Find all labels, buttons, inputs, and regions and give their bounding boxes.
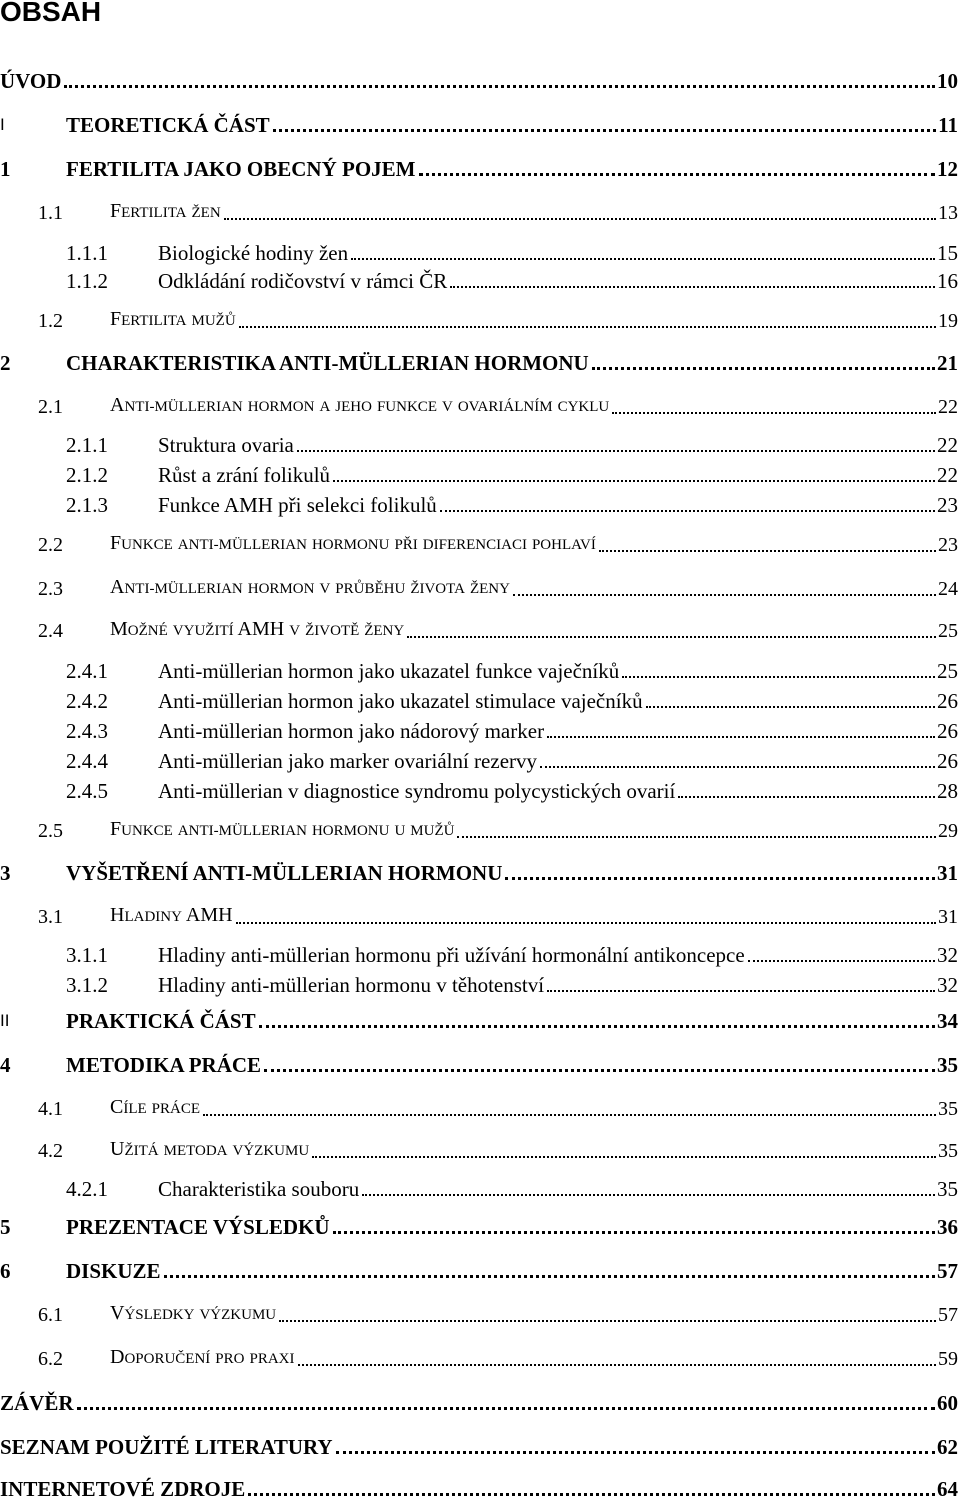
toc-number: 3 — [0, 861, 11, 885]
toc-title: Biologické hodiny žen — [158, 241, 349, 265]
dot-leader — [505, 877, 935, 880]
toc-page-number: 15 — [937, 241, 958, 265]
toc-entry[interactable] — [0, 858, 958, 888]
toc-page-number: 35 — [937, 1177, 958, 1201]
toc-page-number: 31 — [938, 906, 958, 928]
dot-leader — [457, 836, 936, 838]
toc-number: 4 — [0, 1053, 11, 1077]
dot-leader — [599, 550, 936, 552]
dot-leader — [297, 450, 935, 452]
toc-entry[interactable] — [0, 530, 958, 560]
toc-title: Hladiny anti-müllerian hormonu v těhotenství — [158, 973, 545, 997]
toc-page-number: 35 — [938, 1140, 958, 1162]
toc-number: 1.1.1 — [66, 241, 108, 265]
toc-entry[interactable] — [0, 1432, 958, 1462]
toc-page-number: 57 — [938, 1304, 958, 1326]
toc-title: MOŽNÉ VYUŽITÍ AMH V ŽIVOTĚ ŽENY — [110, 618, 405, 640]
toc-entry[interactable] — [0, 1136, 958, 1166]
toc-number: 3.1.1 — [66, 943, 108, 967]
toc-number: I — [0, 115, 5, 134]
toc-entry[interactable] — [0, 746, 958, 776]
toc-page-number: 22 — [938, 396, 958, 418]
toc-page-number: 35 — [938, 1098, 958, 1120]
dot-leader — [547, 990, 935, 992]
toc-title: Struktura ovaria — [158, 433, 294, 457]
dot-leader — [239, 326, 936, 328]
toc-title: Anti-müllerian hormon jako ukazatel stimulace vaječníků — [158, 689, 643, 713]
toc-page-number: 26 — [937, 749, 958, 773]
toc-entry[interactable] — [0, 776, 958, 806]
toc-page-number: 26 — [937, 719, 958, 743]
toc-entry[interactable] — [0, 348, 958, 378]
dot-leader — [351, 258, 935, 260]
toc-title: ANTI-MÜLLERIAN HORMON V PRŮBĚHU ŽIVOTA ŽENY — [110, 576, 510, 598]
toc-entry[interactable] — [0, 1474, 958, 1504]
toc-title: Anti-müllerian hormon jako ukazatel funkce vaječníků — [158, 659, 620, 683]
toc-title: INTERNETOVÉ ZDROJE — [0, 1477, 246, 1501]
toc-title: FERTILITA JAKO OBECNÝ POJEM — [66, 157, 416, 181]
toc-number: 2 — [0, 351, 11, 375]
toc-number: 5 — [0, 1215, 11, 1239]
toc-entry[interactable] — [0, 238, 958, 268]
toc-entry[interactable] — [0, 902, 958, 932]
dot-leader — [203, 1114, 936, 1116]
toc-number: 2.1.1 — [66, 433, 108, 457]
toc-page-number: 22 — [937, 433, 958, 457]
toc-page-number: 57 — [937, 1259, 958, 1283]
dot-leader — [298, 1364, 937, 1366]
dot-leader — [513, 594, 936, 596]
toc-page-number: 34 — [937, 1009, 958, 1033]
dot-leader — [592, 367, 935, 370]
toc-page-number: 31 — [937, 861, 958, 885]
toc-number: 2.4.2 — [66, 689, 108, 713]
dot-leader — [248, 1493, 935, 1496]
dot-leader — [333, 480, 935, 482]
dot-leader — [336, 1451, 935, 1454]
toc-number: II — [0, 1011, 10, 1030]
toc-title: TEORETICKÁ ČÁST — [66, 113, 270, 137]
toc-title: Anti-müllerian v diagnostice syndromu polycystických ovarií — [158, 779, 676, 803]
toc-number: 1.2 — [38, 310, 63, 332]
toc-number: 2.4.4 — [66, 749, 108, 773]
toc-title: VYŠETŘENÍ ANTI-MÜLLERIAN HORMONU — [66, 861, 503, 885]
toc-entry[interactable] — [0, 616, 958, 646]
toc-entry[interactable] — [0, 1050, 958, 1080]
toc-entry[interactable] — [0, 1174, 958, 1204]
dot-leader — [440, 510, 935, 512]
toc-title: Odkládání rodičovství v rámci ČR — [158, 269, 448, 293]
toc-entry[interactable] — [0, 1388, 958, 1418]
toc-title: DISKUZE — [66, 1259, 161, 1283]
toc-title: CÍLE PRÁCE — [110, 1096, 201, 1118]
toc-page-number: 25 — [937, 659, 958, 683]
toc-entry[interactable] — [0, 490, 958, 520]
toc-title: Růst a zrání folikulů — [158, 463, 331, 487]
toc-number: 2.2 — [38, 534, 63, 556]
toc-page-number: 21 — [937, 351, 958, 375]
toc-page-number: 26 — [937, 689, 958, 713]
toc-number: 3.1 — [38, 906, 63, 928]
toc-number: 1.1 — [38, 202, 63, 224]
toc-number: 2.4 — [38, 620, 63, 642]
toc-number: 4.1 — [38, 1098, 63, 1120]
dot-leader — [419, 173, 936, 176]
toc-title: FUNKCE ANTI-MÜLLERIAN HORMONU U MUŽŮ — [110, 818, 455, 840]
toc-entry[interactable] — [0, 1212, 958, 1242]
toc-entry[interactable] — [0, 1094, 958, 1124]
toc-entry[interactable] — [0, 392, 958, 422]
toc-number: 4.2 — [38, 1140, 63, 1162]
dot-leader — [64, 85, 935, 88]
dot-leader — [547, 736, 935, 738]
toc-title: DOPORUČENÍ PRO PRAXI — [110, 1346, 295, 1368]
toc-entry[interactable] — [0, 1300, 958, 1330]
toc-page-number: 11 — [938, 113, 958, 137]
toc-title: ANTI-MÜLLERIAN HORMON A JEHO FUNKCE V OVARIÁLNÍM CYKLU — [110, 394, 610, 416]
dot-leader — [279, 1320, 936, 1322]
toc-page-number: 12 — [937, 157, 958, 181]
page-title: OBSAH — [0, 0, 102, 27]
toc-page-number: 13 — [938, 202, 958, 224]
toc-number: 2.5 — [38, 820, 63, 842]
dot-leader — [312, 1156, 936, 1158]
toc-page-number: 64 — [937, 1477, 958, 1501]
toc-title: Charakteristika souboru — [158, 1177, 360, 1201]
dot-leader — [259, 1025, 935, 1028]
dot-leader — [236, 922, 936, 924]
toc-entry[interactable] — [0, 198, 958, 228]
toc-title: CHARAKTERISTIKA ANTI-MÜLLERIAN HORMONU — [66, 351, 589, 375]
dot-leader — [450, 286, 935, 288]
toc-page-number: 62 — [937, 1435, 958, 1459]
toc-number: 4.2.1 — [66, 1177, 108, 1201]
dot-leader — [224, 218, 936, 220]
dot-leader — [622, 676, 935, 678]
dot-leader — [407, 636, 936, 638]
toc-page-number: 24 — [938, 578, 958, 600]
dot-leader — [264, 1069, 935, 1072]
toc-entry[interactable] — [0, 686, 958, 716]
dot-leader — [362, 1194, 935, 1196]
toc-number: 3.1.2 — [66, 973, 108, 997]
dot-leader — [748, 960, 935, 962]
toc-number: 2.4.5 — [66, 779, 108, 803]
toc-number: 2.1.2 — [66, 463, 108, 487]
toc-number: 2.4.3 — [66, 719, 108, 743]
toc-entry[interactable] — [0, 940, 958, 970]
toc-title: UŽITÁ METODA VÝZKUMU — [110, 1138, 310, 1160]
toc-number: 1 — [0, 157, 11, 181]
toc-number: 2.1 — [38, 396, 63, 418]
toc-number: 6 — [0, 1259, 11, 1283]
toc-page-number: 29 — [938, 820, 958, 842]
toc-page-number: 36 — [937, 1215, 958, 1239]
toc-number: 2.1.3 — [66, 493, 108, 517]
dot-leader — [678, 796, 935, 798]
toc-page-number: 28 — [937, 779, 958, 803]
toc-page-number: 23 — [937, 493, 958, 517]
toc-number: 2.4.1 — [66, 659, 108, 683]
toc-page-number: 32 — [937, 973, 958, 997]
toc-title: FERTILITA ŽEN — [110, 200, 221, 222]
toc-title: ÚVOD — [0, 69, 62, 93]
toc-title: Hladiny anti-müllerian hormonu při užívání hormonální antikoncepce — [158, 943, 745, 967]
dot-leader — [540, 766, 935, 768]
toc-title: VÝSLEDKY VÝZKUMU — [110, 1302, 277, 1324]
toc-entry[interactable] — [0, 656, 958, 686]
toc-page-number: 32 — [937, 943, 958, 967]
toc-entry[interactable] — [0, 1006, 958, 1036]
toc-number: 2.3 — [38, 578, 63, 600]
toc-title: METODIKA PRÁCE — [66, 1053, 262, 1077]
toc-page-number: 59 — [938, 1348, 958, 1370]
toc-title: ZÁVĚR — [0, 1391, 74, 1415]
toc-entry[interactable] — [0, 1256, 958, 1286]
toc-number: 1.1.2 — [66, 269, 108, 293]
toc-number: 6.1 — [38, 1304, 63, 1326]
toc-entry[interactable] — [0, 66, 958, 96]
toc-entry[interactable] — [0, 574, 958, 604]
toc-page-number: 22 — [937, 463, 958, 487]
toc-entry[interactable] — [0, 430, 958, 460]
toc-number: 6.2 — [38, 1348, 63, 1370]
toc-title: Anti-müllerian hormon jako nádorový marker — [158, 719, 545, 743]
toc-title: HLADINY AMH — [110, 904, 233, 926]
toc-entry[interactable] — [0, 154, 958, 184]
toc-title: Funkce AMH při selekci folikulů — [158, 493, 437, 517]
toc-entry[interactable] — [0, 970, 958, 1000]
dot-leader — [273, 129, 937, 132]
toc-title: PREZENTACE VÝSLEDKŮ — [66, 1215, 330, 1239]
toc-entry[interactable] — [0, 266, 958, 296]
toc-entry[interactable] — [0, 306, 958, 336]
toc-entry[interactable] — [0, 1344, 958, 1374]
dot-leader — [646, 706, 935, 708]
toc-title: SEZNAM POUŽITÉ LITERATURY — [0, 1435, 333, 1459]
toc-entry[interactable] — [0, 460, 958, 490]
toc-title: Anti-müllerian jako marker ovariální rezervy — [158, 749, 538, 773]
toc-page-number: 10 — [937, 69, 958, 93]
toc-entry[interactable] — [0, 716, 958, 746]
toc-page-number: 60 — [937, 1391, 958, 1415]
toc-entry[interactable] — [0, 816, 958, 846]
toc-page-number: 23 — [938, 534, 958, 556]
dot-leader — [612, 412, 936, 414]
dot-leader — [333, 1231, 935, 1234]
toc-page-number: 19 — [938, 310, 958, 332]
toc-page-number: 16 — [937, 269, 958, 293]
toc-title: FUNKCE ANTI-MÜLLERIAN HORMONU PŘI DIFERENCIACI POHLAVÍ — [110, 532, 596, 554]
toc-page-number: 25 — [938, 620, 958, 642]
toc-title: PRAKTICKÁ ČÁST — [66, 1009, 256, 1033]
toc-page-number: 35 — [937, 1053, 958, 1077]
dot-leader — [164, 1275, 935, 1278]
toc-entry[interactable] — [0, 110, 958, 140]
toc-title: FERTILITA MUŽŮ — [110, 308, 236, 330]
dot-leader — [77, 1407, 935, 1410]
